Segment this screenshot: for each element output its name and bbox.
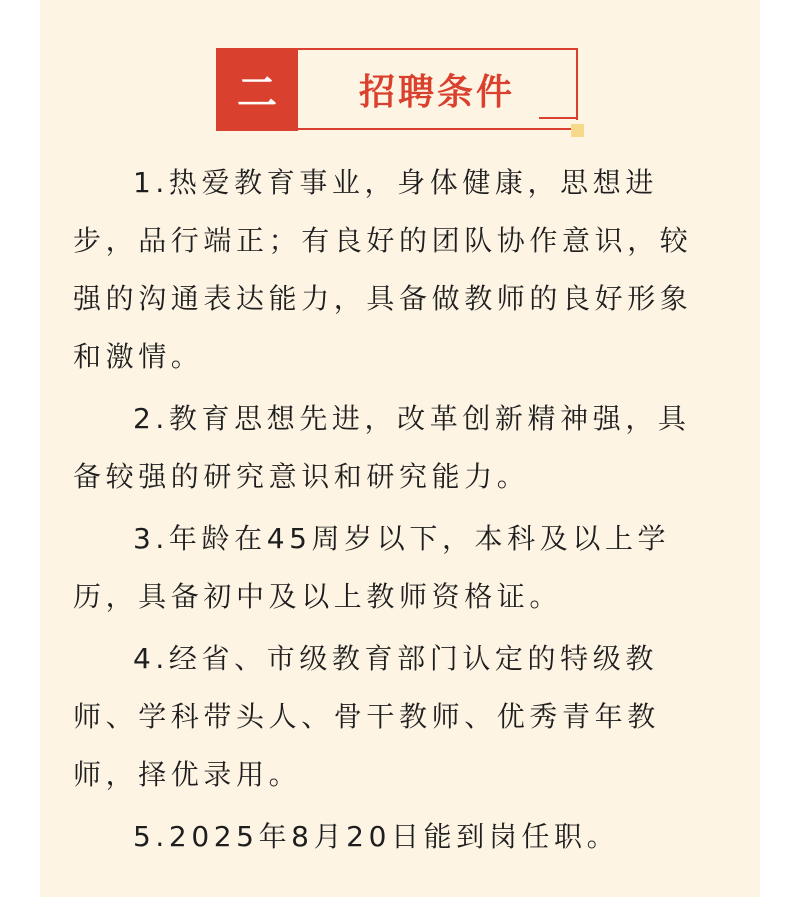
text-line: 备较强的研究意识和研究能力。 — [73, 460, 530, 493]
text-line: 和激情。 — [73, 340, 204, 373]
requirements-body — [73, 154, 733, 870]
text-line: 师，择优录用。 — [73, 758, 302, 791]
frame-right-line — [576, 48, 578, 120]
text-line: 4.经省、市级教育部门认定的特级教 — [133, 642, 658, 675]
text-line: 师、学科带头人、骨干教师、优秀青年教 — [73, 700, 660, 733]
text-line: 3.年龄在45周岁以下，本科及以上学 — [133, 522, 671, 555]
text-line: 5.2025年8月20日能到岗任职。 — [133, 820, 620, 853]
decorative-square — [571, 124, 584, 137]
text-line: 步，品行端正；有良好的团队协作意识，较 — [73, 224, 693, 257]
requirement-item — [73, 390, 733, 506]
section-number: 二 — [216, 48, 298, 131]
text-line: 历，具备初中及以上教师资格证。 — [73, 580, 563, 613]
requirement-item — [73, 510, 733, 626]
text-line: 2.教育思想先进，改革创新精神强，具 — [133, 402, 691, 435]
requirement-item — [73, 808, 733, 866]
requirement-item — [73, 154, 733, 386]
requirement-item — [73, 630, 733, 804]
section-title: 招聘条件 — [358, 72, 515, 113]
text-line: 强的沟通表达能力，具备做教师的良好形象 — [73, 282, 693, 315]
frame-corner-line — [539, 117, 578, 119]
text-line: 1.热爱教育事业，身体健康，思想进 — [133, 166, 658, 199]
